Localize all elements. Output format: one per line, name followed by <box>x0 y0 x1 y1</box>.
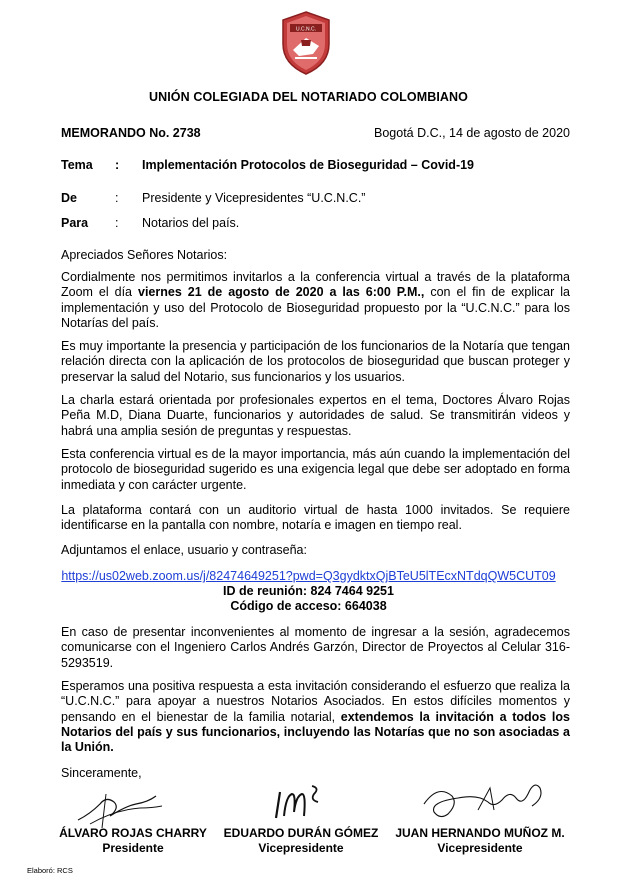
prepared-by: Elaboró: RCS <box>27 866 73 875</box>
svg-text:U.C.N.C.: U.C.N.C. <box>296 26 316 33</box>
zoom-link[interactable]: https://us02web.zoom.us/j/82474649251?pwd=Q3gydktxQjBTeU5lTEcxNTdqQW5CUT09 <box>61 569 556 583</box>
paragraph-text: con el fin de explicar la implementación y uso del Protocolo de Bioseguridad propuesto por la “U.C.N.C.” para los Notarías del país. <box>61 285 570 330</box>
field-separator: : <box>115 158 120 172</box>
greeting: Apreciados Señores Notarios: <box>61 248 228 262</box>
signatory-role: Vicepresidente <box>437 841 523 855</box>
signatory-role: Vicepresidente <box>258 841 344 855</box>
paragraph-support: En caso de presentar inconvenientes al momento de ingresar a la sesión, agradecemos comunicarse con el Ingeniero Carlos Andrés Garzón, Director de Proyectos al Celular 316-5293519. <box>61 625 570 670</box>
signature-president <box>70 784 170 832</box>
signatory-name: JUAN HERNANDO MUÑOZ M. <box>395 826 565 840</box>
paragraph-text: Esperamos una positiva respuesta a esta invitación considerando el esfuerzo que realiza la “U.C.N.C.” para apoyar a nuestros Notarios Asociados. En estos difíciles momentos y pensando en el bienestar de la familia notarial, <box>61 679 570 724</box>
field-separator: : <box>115 191 119 205</box>
field-value: Presidente y Vicepresidentes “U.C.N.C.” <box>142 191 366 205</box>
memo-date: Bogotá D.C., 14 de agosto de 2020 <box>374 126 570 140</box>
signatory-name: EDUARDO DURÁN GÓMEZ <box>223 826 379 840</box>
event-datetime: viernes 21 de agosto de 2020 a las 6:00 P.M., <box>138 285 425 300</box>
field-separator: : <box>115 216 119 230</box>
closing: Sinceramente, <box>61 766 142 780</box>
signatory-name: ÁLVARO ROJAS CHARRY <box>59 826 207 840</box>
zoom-link-row <box>0 569 617 583</box>
paragraph-invitation <box>61 270 570 331</box>
field-label: Tema <box>61 158 93 172</box>
field-value: Notarios del país. <box>142 216 240 230</box>
field-label: Para <box>61 216 89 230</box>
meeting-id: ID de reunión: 824 7464 9251 <box>223 584 394 598</box>
field-value: Implementación Protocolos de Bioseguridad – Covid-19 <box>142 158 475 172</box>
signature-vicepresident-1 <box>262 778 332 828</box>
memo-number: MEMORANDO No. 2738 <box>61 126 201 140</box>
paragraph-importance: Es muy importante la presencia y participación de los funcionarios de la Notaría que tengan relación directa con la aplicación de los protocolos de bioseguridad que buscan proteger y preservar la salud del Notario, sus funcionarios y los usuarios. <box>61 339 570 384</box>
organization-title: UNIÓN COLEGIADA DEL NOTARIADO COLOMBIANO <box>148 90 469 104</box>
paragraph-attachment: Adjuntamos el enlace, usuario y contraseña: <box>61 543 307 557</box>
paragraph-urgency: Esta conferencia virtual es de la mayor importancia, más aún cuando la implementación del protocolo de bioseguridad sugerido es una exigencia legal que debe ser adoptado en forma inmediata y con carácter urgente. <box>61 447 570 492</box>
ucnc-shield-logo <box>277 10 335 76</box>
signatory-role: Presidente <box>102 841 164 855</box>
paragraph-closing-invite <box>61 679 570 755</box>
field-label: De <box>61 191 77 205</box>
invitation-extension: extendemos la invitación a todos los Notarios del país y sus funcionarios, incluyendo las Notarías que no son asociadas a la Unión. <box>61 709 570 755</box>
access-code: Código de acceso: 664038 <box>230 599 387 613</box>
paragraph-text: Cordialmente nos permitimos invitarlos a la conferencia virtual a través de la plataforma Zoom el día <box>61 270 570 300</box>
paragraph-platform: La plataforma contará con un auditorio virtual de hasta 1000 invitados. Se requiere identificarse en la pantalla con nombre, notaría e imagen en tiempo real. <box>61 503 570 533</box>
signature-vicepresident-2 <box>418 774 548 830</box>
paragraph-speakers: La charla estará orientada por profesionales expertos en el tema, Doctores Álvaro Rojas Peña M.D, Diana Duarte, funcionarios y autoridades de salud. Se transmitirán videos y habrá una amplia sesión de preguntas y respuestas. <box>61 393 570 438</box>
